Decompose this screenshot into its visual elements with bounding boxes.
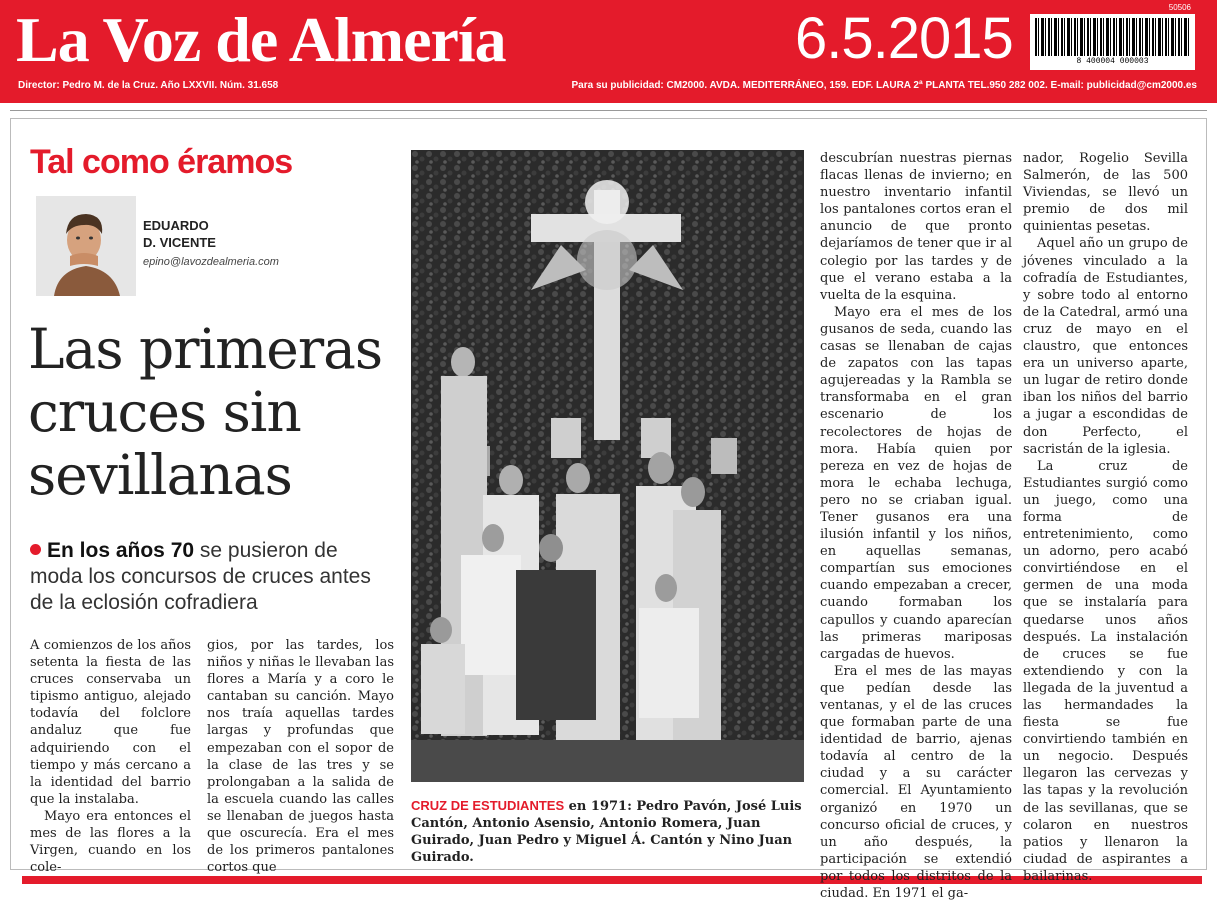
article-photo (411, 150, 804, 782)
paragraph: descubrían nuestras piernas flacas llenas de invierno; en nuestro inventario infantil los pantalones cortos eran el anuncio de que pronto dejaríamos de tener que ir al colegio por las tardes y de que el verano estaba a la vuelta de la esquina. (820, 151, 1012, 303)
author-name (143, 217, 216, 251)
paragraph: gios, por las tardes, los niños y niñas le llevaban las flores a María y a coro le cantaban su canción. Mayo nos traía aquellas tardes largas y profundas que empezaban con el sopor de la clase de las tres y se prolongaban a la salida de la escuela cuando las calles se llenaban de juegos hasta que oscurecía. Era el mes de los primeros pantalones cortos que (207, 638, 394, 876)
paragraph: Aquel año un grupo de jóvenes vinculado a la cofradía de Estudiantes, y sobre todo al entorno de la Catedral, armó una cruz de mayo en el claustro, que entonces era un universo aparte, un lugar de retiro donde iban los niños del barrio a jugar a escondidas de don Perfecto, el sacristán de la iglesia. (1023, 236, 1188, 457)
advertising-line: Para su publicidad: CM2000. AVDA. MEDITERRÁNEO, 159. EDF. LAURA 2ª PLANTA TEL.950 282 002. E-mail: publicidad@cm2000.es (571, 80, 1197, 91)
body-column-4 (1023, 150, 1188, 885)
author-name-line1: EDUARDO (143, 218, 209, 233)
caption-lead: CRUZ DE ESTUDIANTES (411, 798, 565, 813)
barcode-code: 8 400004 000003 (1076, 57, 1149, 66)
photo-caption (411, 797, 806, 866)
paragraph: Mayo era el mes de los gusanos de seda, cuando las casas se llenaban de cajas de zapatos con las tapas agujereadas y la Rambla se transformaba en el gran escenario de los recolectores de hojas de mora. Había quien por pereza en vez de hojas de mora le echaba lechuga, pero no se criaban igual. Tener gusanos era una ilusión infantil y los niños, en aquellas semanas, compartían sus emociones cuando empezaban a crecer, cuando formaban los capullos y cuando aparecían las primeras mariposas cargadas de huevos. (820, 304, 1012, 662)
caption-text: en 1971: Pedro Pavón, José Luis Cantón, Antonio Asensio, Antonio Romera, Juan Guirado, Juan Pedro y Miguel Á. Cantón y Nino Juan Guirado. (411, 799, 802, 865)
paragraph: La cruz de Estudiantes surgió como un juego, como una forma de entretenimiento, como un adorno, pero acabó convirtiéndose en el germen de una moda que se instalaría para quedarse unos años después. La instalación de cruces se fue extendiendo y con la llegada de la juventud a las hermandades la fiesta se fue convirtiendo también en un negocio. Después llegaron las cervezas y las tapas y la revolución de las sevillanas, que se colaron en nuestros patios y llenaron la ciudad de aspirantes a bailarinas. (1023, 458, 1188, 884)
headline: Las primeras cruces sin sevillanas (28, 317, 383, 507)
paragraph: nador, Rogelio Sevilla Salmerón, de las 500 Viviendas, se llevó un premio de dos mil quinientas pesetas. (1023, 151, 1188, 235)
paragraph: Mayo era entonces el mes de las flores a la Virgen, cuando en los cole- (30, 808, 191, 876)
author-name-line2: D. VICENTE (143, 235, 216, 250)
body-column-1 (30, 637, 191, 876)
author-portrait-icon (36, 196, 136, 296)
newspaper-title: La Voz de Almería (16, 4, 506, 75)
barcode-bars (1035, 18, 1190, 56)
masthead (0, 0, 1217, 103)
barcode (1030, 3, 1195, 70)
paragraph: A comienzos de los años setenta la fiesta de las cruces conservaba un tipismo antiguo, alejado todavía del folclore andaluz que fue adquiriendo con el tiempo y más cercano a la identidad del barrio que la instalaba. (30, 638, 191, 807)
body-column-3 (820, 150, 1012, 902)
director-line: Director: Pedro M. de la Cruz. Año LXXVII. Núm. 31.658 (18, 80, 279, 91)
paragraph: Era el mes de las mayas que pedían desde las ventanas, y el de las cruces que formaban parte de una identidad de barrio, ajenas todavía al centro de la ciudad y a su carácter comercial. El Ayuntamiento organizó en 1970 un concurso oficial de cruces, y un año después, la participación se extendió por todos los distritos de la ciudad. En 1971 el ga- (820, 663, 1012, 902)
top-divider (10, 110, 1207, 111)
subheadline (30, 538, 390, 616)
barcode-number: 50506 (1168, 3, 1191, 12)
subhead-lead: En los años 70 (47, 539, 195, 562)
bullet-icon (30, 544, 41, 555)
subhead-rest: se pusieron de moda los concursos de cruces antes de la eclosión cofradiera (30, 539, 371, 614)
author-avatar (36, 196, 136, 296)
body-column-2 (207, 637, 394, 876)
issue-date: 6.5.2015 (795, 6, 1013, 71)
author-email: epino@lavozdealmeria.com (143, 256, 279, 268)
group-photo-image (411, 150, 804, 782)
section-title: Tal como éramos (30, 143, 293, 181)
